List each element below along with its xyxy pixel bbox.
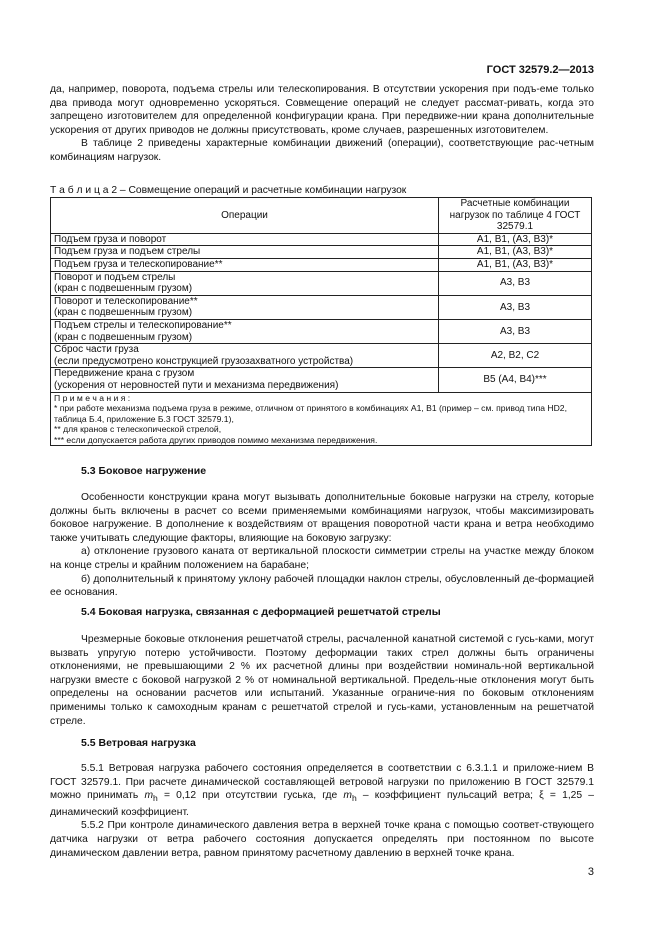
table-notes-row — [51, 392, 592, 446]
note-item: *** если допускается работа других приводов помимо механизма передвижения. — [54, 434, 378, 445]
section-5-4-body — [50, 633, 594, 728]
body-paragraph: Чрезмерные боковые отклонения решетчатой стрелы, расчаленной канатной системой с гусь-ками, могут вызвать упругую потерю устойчивости. Поэтому деформации таких стрел должны быть ограничены отклонениями, не превышающими 2 % их расчетной длины при воздействии номиналь-ной вертикальной нагрузки вместе с боковой нагрузкой 2 % от номинальной вертикальной. Предель-ные отклонения могут быть определены на основании расчетов или испытаний. Указанные ограниче-ния по боковым отклонениям применимы только к самоходным кранам с решетчатой стрелой и гусь-ками, установленным на решетчатой стреле. — [50, 634, 594, 727]
body-paragraph: а) отклонение грузового каната от вертикальной плоскости симметрии стрелы на участке между блоком на конце стрелы и крайним положением на барабане; — [50, 546, 594, 571]
section-heading-5-5: 5.5 Ветровая нагрузка — [81, 737, 196, 749]
body-paragraph: 5.5.1 Ветровая нагрузка рабочего состояния определяется в соответствии с 6.3.1.1 и приложе-нием В ГОСТ 32579.1. При расчете динамической составляющей ветровой нагрузки по приложению В ГОСТ 32579.1 можно принимать $m_h = 0,12$ при отсутствии гуська, где $m_h$ – коэффициент пульсаций ветра; ξ = 1,25 – динамический коэффициент. — [50, 763, 594, 818]
operation-cell: Сброс части груза (если предусмотрено конструкцией грузозахватного устройства) — [51, 344, 439, 368]
section-5-5-body — [50, 762, 594, 860]
operation-cell: Поворот и телескопирование** (кран с подвешенным грузом) — [51, 295, 439, 319]
note-item: * при работе механизма подъема груза в режиме, отличном от принятого в комбинациях А1, В1 (пример – см. привод типа HD2, таблица Б.4, приложение Б.3 ГОСТ 32579.1), — [54, 403, 567, 424]
table-row — [51, 295, 592, 319]
intro-section — [50, 83, 594, 165]
column-header-combinations: Расчетные комбинации нагрузок по таблице 4 ГОСТ 32579.1 — [439, 198, 592, 234]
combination-cell: А3, В3 — [439, 319, 592, 343]
operation-cell: Передвижение крана с грузом (ускорения от неровностей пути и механизма передвижения) — [51, 368, 439, 392]
combination-cell: В5 (А4, В4)*** — [439, 368, 592, 392]
page-number: 3 — [587, 866, 594, 878]
notes-title: П р и м е ч а н и я : — [54, 392, 131, 403]
intro-paragraph: В таблице 2 приведены характерные комбинации движений (операции), соответствующие рас-четным комбинациям нагрузок. — [50, 138, 594, 163]
body-paragraph: Особенности конструкции крана могут вызывать дополнительные боковые нагрузки на стрелу, которые должны быть включены в расчет со всеми применяемыми комбинациями нагрузок, чтобы максимизировать боковое нагружение. В дополнение к воздействиям от вращения поворотной части крана и ветра необходимо также учитывать следующие факторы, влияющие на боковую загрузку: — [50, 492, 594, 544]
table-row — [51, 246, 592, 259]
section-5-3-body — [50, 491, 594, 600]
table-caption: Т а б л и ц а 2 – Совмещение операций и расчетные комбинации нагрузок — [50, 185, 407, 196]
section-heading-5-3: 5.3 Боковое нагружение — [81, 465, 207, 477]
body-paragraph: б) дополнительный к принятому уклону рабочей площадки наклон стрелы, обусловленный де-формацией ее основания. — [50, 573, 594, 599]
note-item: ** для кранов с телескопической стрелой, — [54, 424, 222, 435]
operation-cell: Подъем груза и подъем стрелы — [51, 246, 439, 259]
table-row — [51, 319, 592, 343]
table-notes — [51, 392, 592, 446]
operation-cell: Подъем стрелы и телескопирование** (кран с подвешенным грузом) — [51, 319, 439, 343]
table-header-row — [51, 198, 592, 234]
operation-cell: Подъем груза и телескопирование** — [51, 258, 439, 271]
combination-cell: А1, В1, (А3, В3)* — [439, 258, 592, 271]
combination-cell: А3, В3 — [439, 295, 592, 319]
table-row — [51, 258, 592, 271]
operation-cell: Подъем груза и поворот — [51, 233, 439, 246]
combination-cell: А2, В2, С2 — [439, 344, 592, 368]
section-heading-5-4: 5.4 Боковая нагрузка, связанная с деформацией решетчатой стрелы — [81, 606, 441, 618]
operation-cell: Поворот и подъем стрелы (кран с подвешенным грузом) — [51, 271, 439, 295]
table-row — [51, 233, 592, 246]
combination-cell: А3, В3 — [439, 271, 592, 295]
column-header-operations: Операции — [51, 198, 439, 234]
intro-paragraph: да, например, поворота, подъема стрелы или телескопирования. В отсутствии ускорения при подъ-еме только два привода могут одновременно ускоряться. Совмещение операций не следует рассмат-ривать, когда это запрещено изготовителем для определенной конфигурации крана. При передвиже-нии крана дополнительные ускорения от других приводов не должны присутствовать, кроме случаев, разрешенных изготовителем. — [50, 84, 594, 136]
table-row — [51, 344, 592, 368]
table-row — [51, 271, 592, 295]
body-paragraph: 5.5.2 При контроле динамического давления ветра в верхней точке крана с помощью соответ-ствующего датчика нагрузки от ветра рабочего состояния допускается определять при постоянном по высоте динамическом давлении ветра, равном принятому расчетному давлению в верхней точке крана. — [50, 820, 594, 859]
combination-cell: А1, В1, (А3, В3)* — [439, 246, 592, 259]
combination-cell: А1, В1, (А3, В3)* — [439, 233, 592, 246]
operations-table — [50, 197, 592, 446]
table-row — [51, 368, 592, 392]
document-header: ГОСТ 32579.2—2013 — [486, 64, 594, 76]
